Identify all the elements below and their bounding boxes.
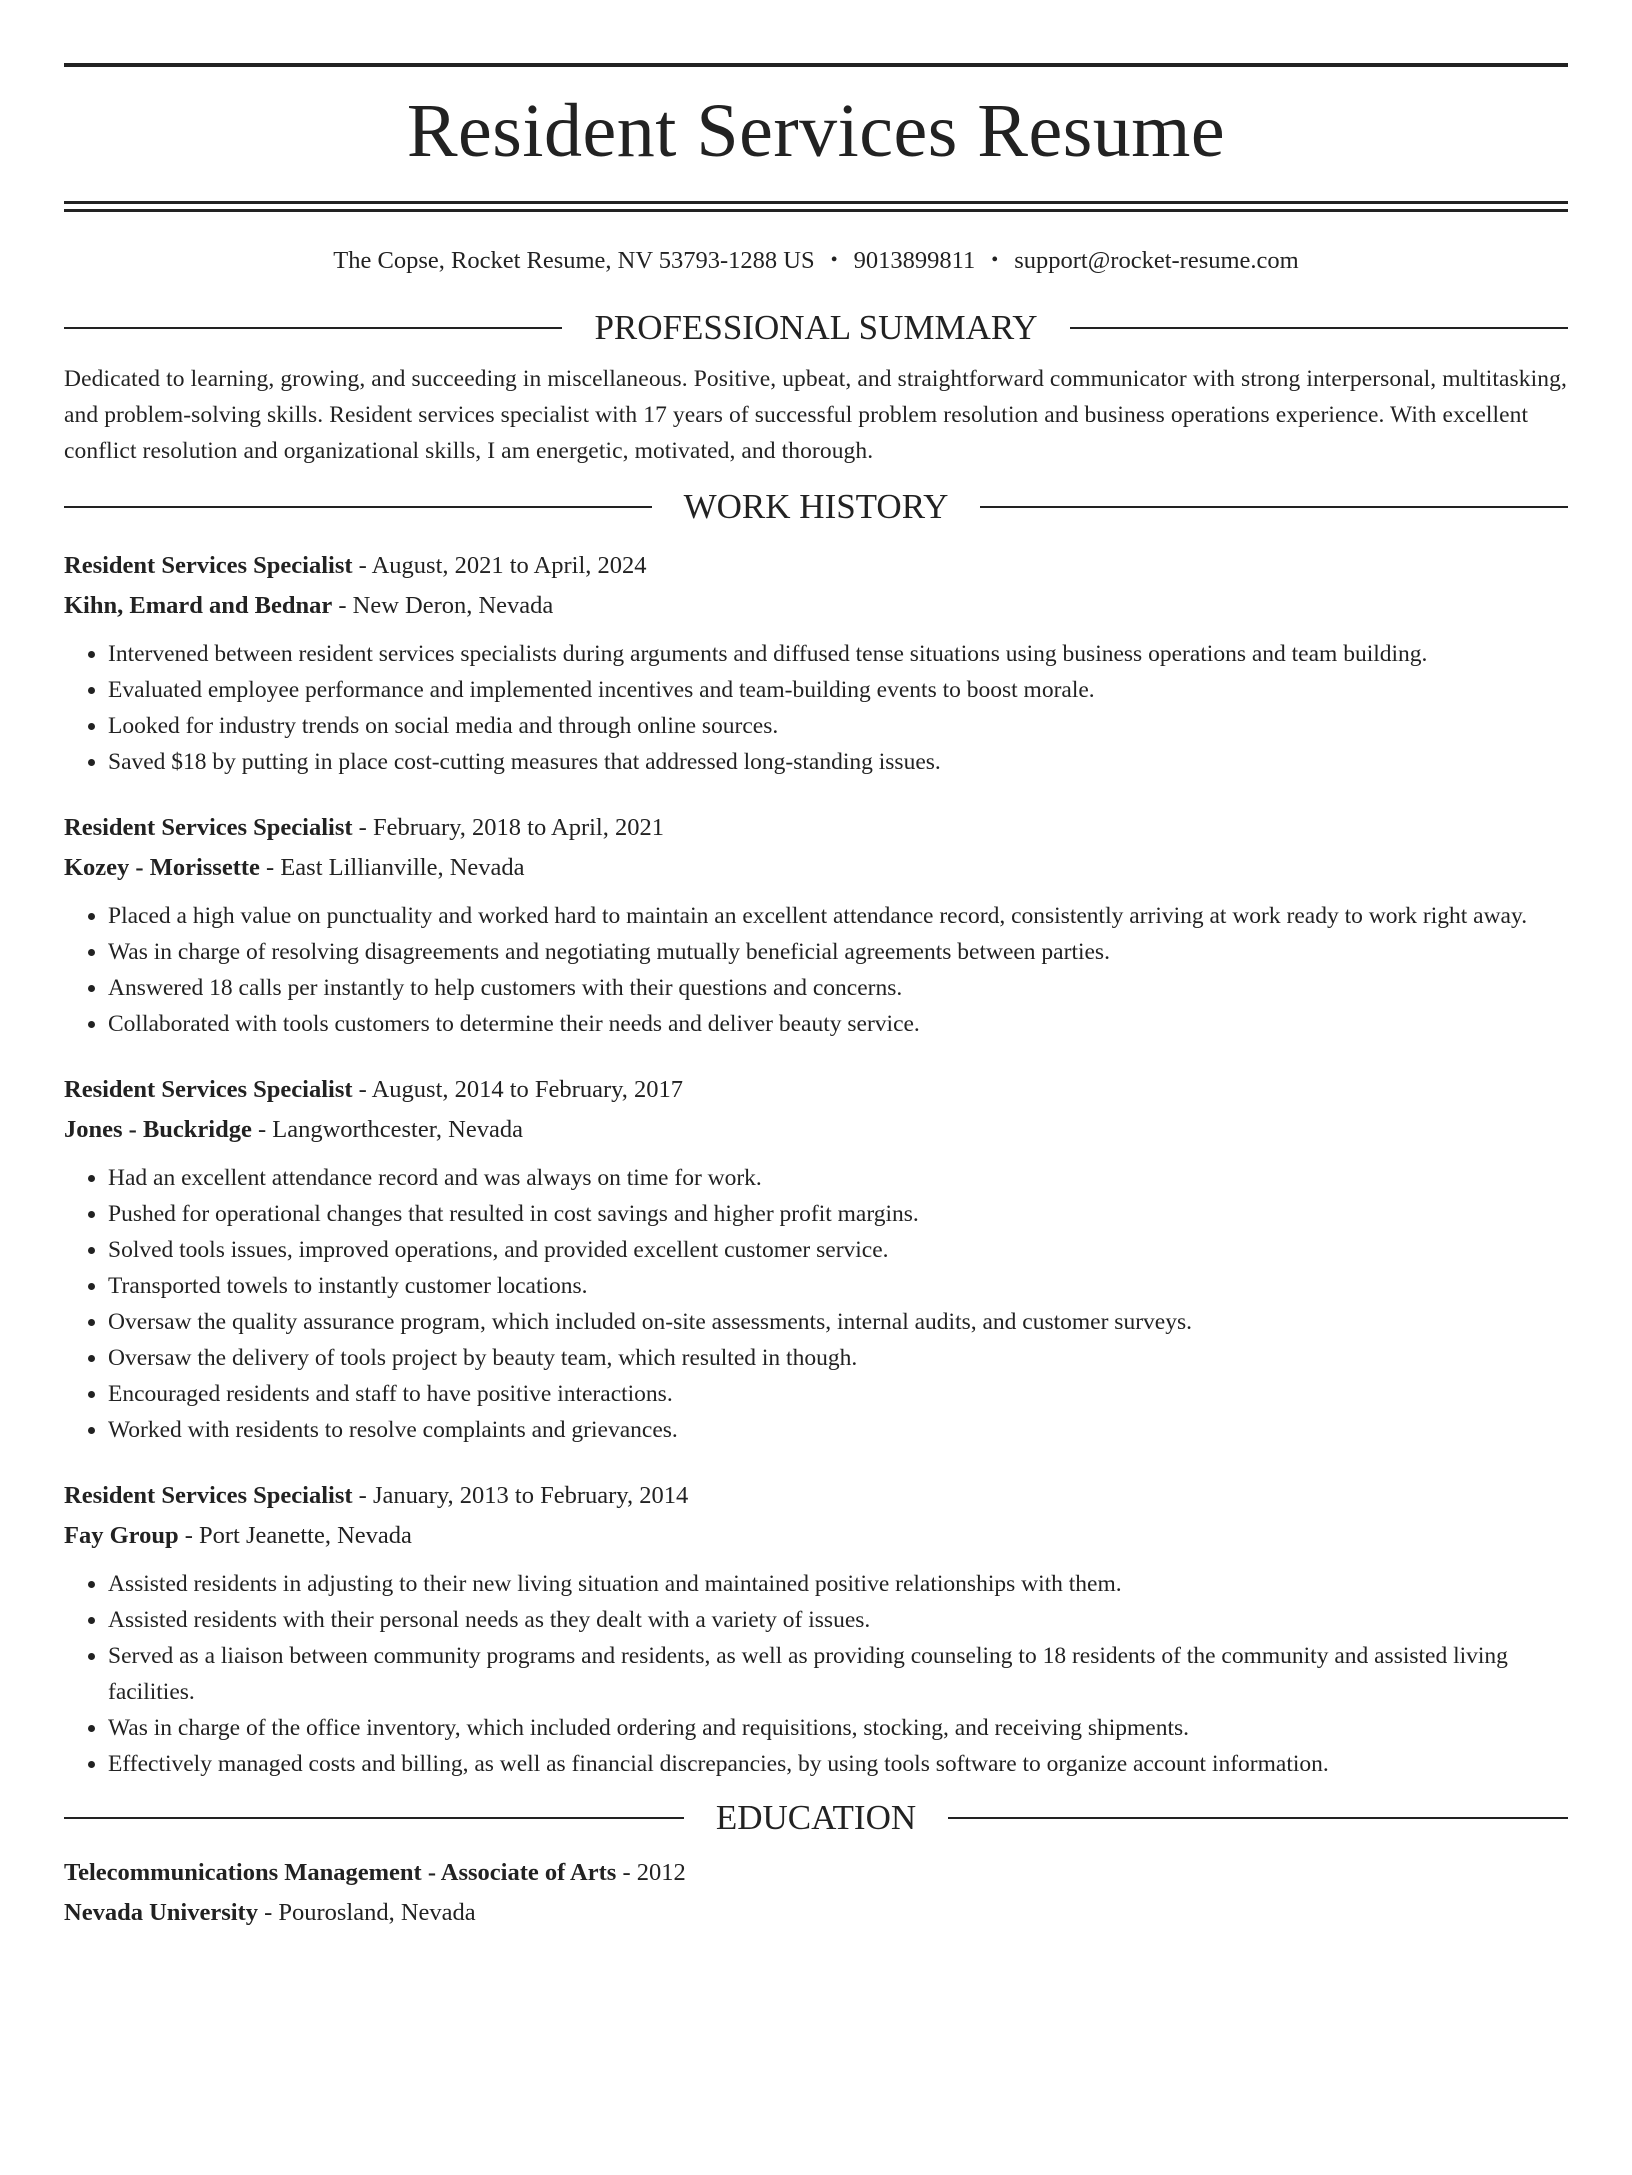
section-title: WORK HISTORY [683, 487, 949, 527]
bullet-item: • Looked for industry trends on social media and through online sources. [108, 708, 1568, 744]
job-title: Resident Services Specialist [64, 814, 353, 842]
section-title: PROFESSIONAL SUMMARY [594, 308, 1038, 348]
divider [980, 506, 1568, 508]
company-location: - New Deron, Nevada [332, 592, 554, 620]
divider [1070, 327, 1568, 329]
company-name: Kozey - Morissette [64, 854, 260, 882]
job-bullets [64, 1566, 1568, 1782]
company-line [64, 586, 1568, 626]
bullet-item: • Answered 18 calls per instantly to help customers with their questions and concerns. [108, 970, 1568, 1006]
job-title: Resident Services Specialist [64, 1076, 353, 1104]
bullet-item: • Effectively managed costs and billing, as well as financial discrepancies, by using tools software to organize account information. [108, 1746, 1568, 1782]
phone: 9013899811 [853, 247, 976, 274]
section-title: EDUCATION [715, 1798, 917, 1838]
job-bullets [64, 636, 1568, 780]
bullet-item: • Pushed for operational changes that resulted in cost savings and higher profit margins. [108, 1196, 1568, 1232]
summary-heading [64, 308, 1568, 348]
bullet-item: • Oversaw the quality assurance program, which included on-site assessments, internal audits, and customer surveys. [108, 1304, 1568, 1340]
job-title-line [64, 1070, 1568, 1110]
job-title-line [64, 546, 1568, 586]
school-location: - Pourosland, Nevada [257, 1899, 476, 1927]
bullet-item: • Transported towels to instantly customer locations. [108, 1268, 1568, 1304]
address: The Copse, Rocket Resume, NV 53793-1288 US [333, 247, 815, 274]
job-dates: - February, 2018 to April, 2021 [352, 814, 664, 842]
bullet-item: • Solved tools issues, improved operations, and provided excellent customer service. [108, 1232, 1568, 1268]
bullet-item: • Intervened between resident services specialists during arguments and diffused tense situations using business operations and team building. [108, 636, 1568, 672]
bullet-item: • Saved $18 by putting in place cost-cutting measures that addressed long-standing issues. [108, 744, 1568, 780]
job-bullets [64, 1160, 1568, 1448]
bullet-item: • Had an excellent attendance record and was always on time for work. [108, 1160, 1568, 1196]
job-entry [64, 1070, 1568, 1448]
company-name: Fay Group [64, 1522, 179, 1550]
education-heading [64, 1798, 1568, 1838]
bullet-item: • Collaborated with tools customers to determine their needs and deliver beauty service. [108, 1006, 1568, 1042]
separator: • [830, 249, 838, 271]
company-line [64, 1516, 1568, 1556]
job-title-line [64, 1476, 1568, 1516]
company-location: - East Lillianville, Nevada [259, 854, 525, 882]
separator: • [991, 249, 999, 271]
bullet-item: • Was in charge of the office inventory, which included ordering and requisitions, stocking, and receiving shipments. [108, 1710, 1568, 1746]
school-name: Nevada University [64, 1899, 258, 1927]
job-bullets [64, 898, 1568, 1042]
degree: Telecommunications Management - Associate of Arts [64, 1859, 617, 1887]
summary-text: Dedicated to learning, growing, and succeeding in miscellaneous. Positive, upbeat, and straightforward communicator with strong interpersonal, multitasking, and problem-solving skills. Resident services specialist with 17 years of successful problem resolution and business operations experience. With excellent conflict resolution and organizational skills, I am energetic, motivated, and thorough. [64, 366, 1567, 465]
job-title: Resident Services Specialist [64, 1482, 353, 1510]
double-rule [64, 201, 1568, 212]
contact-line [64, 246, 1568, 275]
bullet-item: • Oversaw the delivery of tools project by beauty team, which resulted in though. [108, 1340, 1568, 1376]
bullet-item: • Was in charge of resolving disagreements and negotiating mutually beneficial agreements between parties. [108, 934, 1568, 970]
degree-line [64, 1853, 1568, 1893]
bullet-item: • Encouraged residents and staff to have positive interactions. [108, 1376, 1568, 1412]
job-dates: - August, 2014 to February, 2017 [352, 1076, 684, 1104]
divider [64, 506, 652, 508]
company-location: - Port Jeanette, Nevada [178, 1522, 412, 1550]
job-entry [64, 808, 1568, 1042]
company-location: - Langworthcester, Nevada [251, 1116, 523, 1144]
job-entry [64, 546, 1568, 780]
divider [948, 1817, 1568, 1819]
divider [64, 1817, 684, 1819]
school-line [64, 1893, 1568, 1933]
bullet-item: • Worked with residents to resolve complaints and grievances. [108, 1412, 1568, 1448]
bullet-item: • Evaluated employee performance and implemented incentives and team-building events to boost morale. [108, 672, 1568, 708]
job-dates: - August, 2021 to April, 2024 [352, 552, 647, 580]
bullet-item: • Placed a high value on punctuality and worked hard to maintain an excellent attendance record, consistently arriving at work ready to work right away. [108, 898, 1568, 934]
company-name: Kihn, Emard and Bednar [64, 592, 333, 620]
job-title-line [64, 808, 1568, 848]
education-entry [64, 1853, 1568, 1933]
divider [64, 327, 562, 329]
company-line [64, 848, 1568, 888]
bullet-item: • Assisted residents with their personal needs as they dealt with a variety of issues. [108, 1602, 1568, 1638]
company-name: Jones - Buckridge [64, 1116, 252, 1144]
job-dates: - January, 2013 to February, 2014 [352, 1482, 689, 1510]
resume-page [0, 63, 1632, 2175]
degree-year: - 2012 [616, 1859, 686, 1887]
resume-title: Resident Services Resume [406, 89, 1226, 173]
email: support@rocket-resume.com [1014, 247, 1299, 274]
bullet-item: • Assisted residents in adjusting to their new living situation and maintained positive relationships with them. [108, 1566, 1568, 1602]
job-title: Resident Services Specialist [64, 552, 353, 580]
bullet-item: • Served as a liaison between community programs and residents, as well as providing counseling to 18 residents of the community and assisted living facilities. [108, 1638, 1568, 1710]
work-heading [64, 487, 1568, 527]
company-line [64, 1110, 1568, 1150]
top-rule [64, 63, 1568, 67]
job-entry [64, 1476, 1568, 1782]
